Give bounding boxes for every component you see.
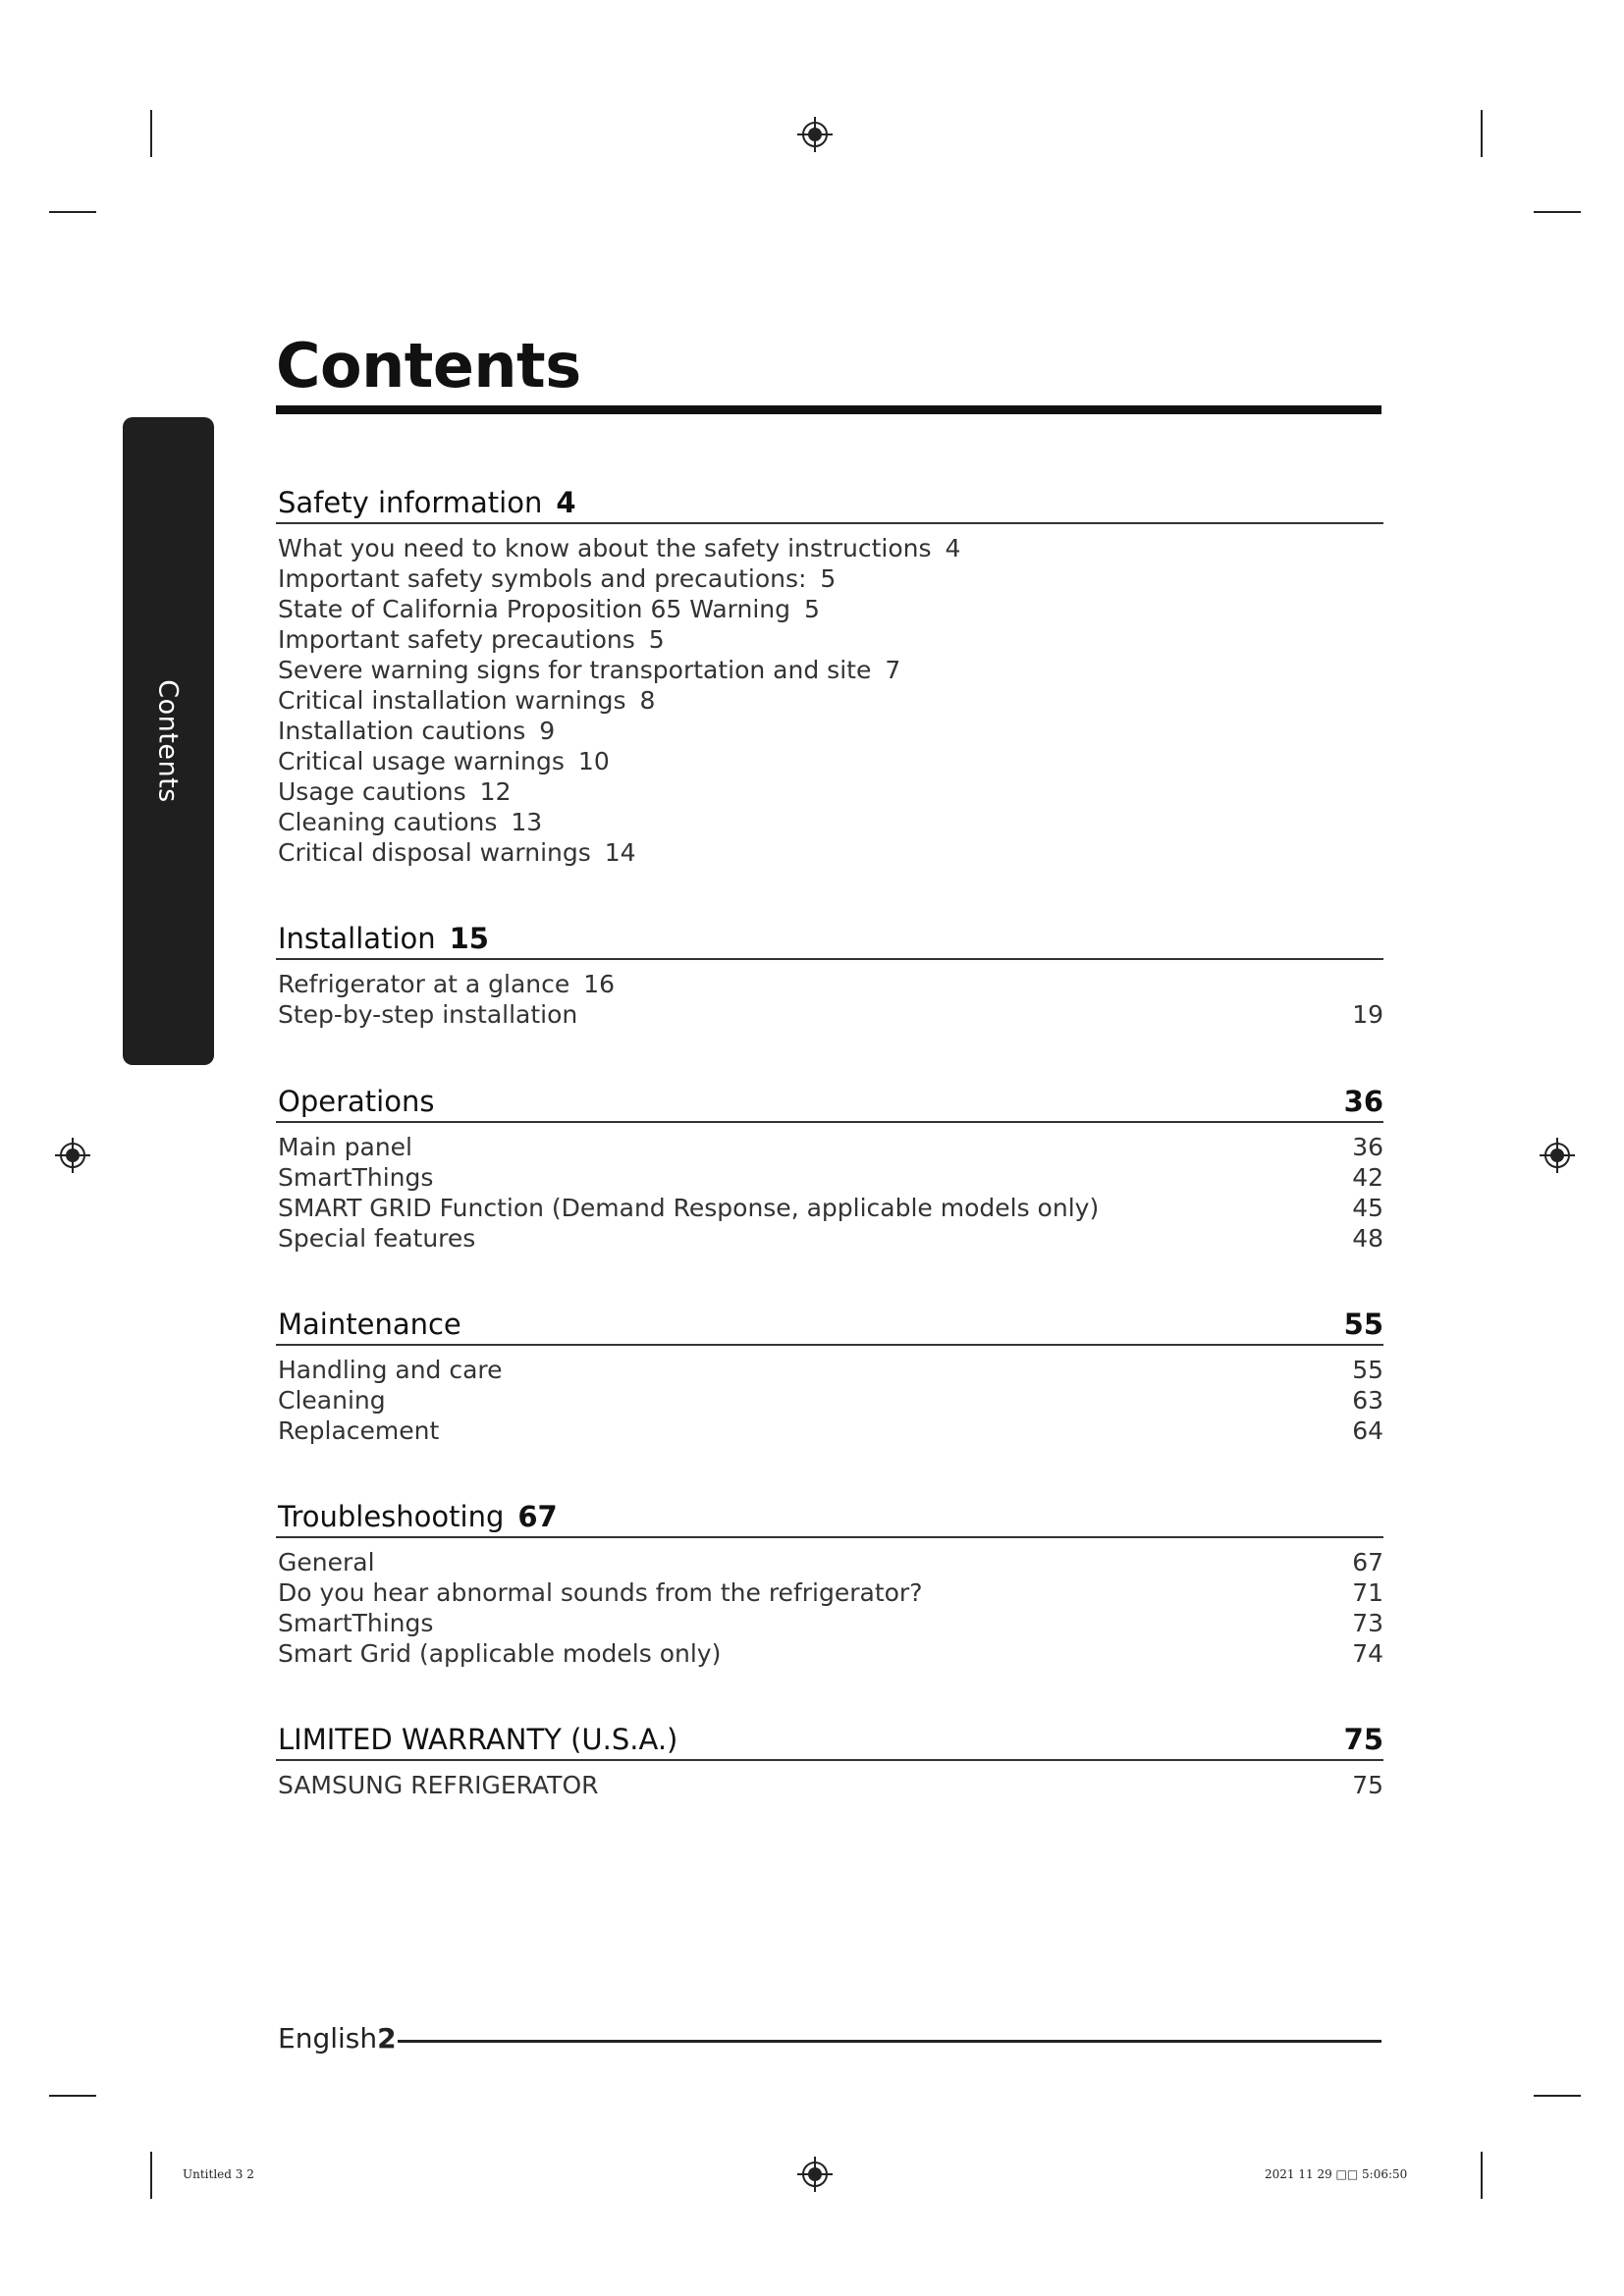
footer-page-number: 2: [377, 2022, 397, 2055]
entry-label: SmartThings: [278, 1609, 434, 1637]
entry-page-number: 5: [648, 625, 665, 654]
toc-entry[interactable]: [276, 595, 1383, 625]
entry-list: [276, 1133, 1383, 1255]
toc-entry[interactable]: [276, 686, 1383, 717]
entry-label: SMART GRID Function (Demand Response, applicable models only): [278, 1194, 1100, 1222]
entry-page-number: 75: [1352, 1771, 1383, 1799]
toc-entry[interactable]: [276, 808, 1383, 838]
toc-entry[interactable]: [276, 534, 1383, 564]
entry-page-number: 64: [1352, 1416, 1383, 1445]
entry-label: Important safety symbols and precautions:: [278, 564, 807, 593]
registration-mark-icon: [795, 2155, 835, 2194]
side-tab-label: Contents: [152, 679, 184, 803]
title-rule: [276, 405, 1381, 414]
toc-entry[interactable]: [276, 1386, 1383, 1416]
toc-entry[interactable]: [276, 1194, 1383, 1224]
entry-label: State of California Proposition 65 Warning: [278, 595, 790, 623]
toc-entry[interactable]: [276, 625, 1383, 656]
toc-section-safety-information: [276, 477, 1383, 869]
toc-entry[interactable]: [276, 1000, 1383, 1031]
toc-entry[interactable]: [276, 1548, 1383, 1578]
entry-page-number: 36: [1352, 1133, 1383, 1161]
entry-page-number: 12: [479, 777, 512, 806]
section-heading-label: LIMITED WARRANTY (U.S.A.): [278, 1723, 678, 1756]
entry-label: SmartThings: [278, 1163, 434, 1192]
section-heading-label: Troubleshooting: [278, 1500, 505, 1533]
toc-entry[interactable]: [276, 970, 1383, 1000]
section-page-number: 4: [556, 486, 576, 519]
entry-label: SAMSUNG REFRIGERATOR: [278, 1771, 599, 1799]
entry-page-number: 42: [1352, 1163, 1383, 1192]
entry-label: Main panel: [278, 1133, 412, 1161]
section-page-number: 55: [1343, 1308, 1383, 1341]
toc-entry[interactable]: [276, 1609, 1383, 1639]
entry-page-number: 14: [604, 838, 636, 867]
entry-page-number: 55: [1352, 1356, 1383, 1384]
entry-page-number: 10: [577, 747, 610, 775]
entry-label: Special features: [278, 1224, 476, 1253]
entry-list: [276, 1356, 1383, 1447]
toc-section-maintenance: [276, 1299, 1383, 1447]
toc-entry[interactable]: [276, 1578, 1383, 1609]
entry-label: Refrigerator at a glance: [278, 970, 570, 998]
entry-label: General: [278, 1548, 375, 1576]
entry-page-number: 5: [820, 564, 837, 593]
print-slug-left: Untitled 3 2: [183, 2167, 254, 2181]
entry-label: Replacement: [278, 1416, 440, 1445]
entry-page-number: 19: [1352, 1000, 1383, 1029]
entry-label: Important safety precautions: [278, 625, 635, 654]
entry-page-number: 74: [1352, 1639, 1383, 1668]
section-heading[interactable]: [276, 477, 1383, 524]
registration-mark-icon: [795, 115, 835, 154]
crop-mark: [49, 2095, 96, 2097]
toc-entry[interactable]: [276, 777, 1383, 808]
entry-page-number: 73: [1352, 1609, 1383, 1637]
entry-page-number: 7: [885, 656, 901, 684]
entry-page-number: 16: [583, 970, 616, 998]
section-heading-label: Installation: [278, 922, 436, 955]
crop-mark: [1481, 2152, 1483, 2199]
section-heading[interactable]: [276, 1299, 1383, 1346]
crop-mark: [49, 211, 96, 213]
crop-mark: [1481, 110, 1483, 157]
entry-label: Critical installation warnings: [278, 686, 626, 715]
section-heading[interactable]: [276, 1076, 1383, 1123]
entry-label: Critical disposal warnings: [278, 838, 591, 867]
entry-page-number: 71: [1352, 1578, 1383, 1607]
toc-entry[interactable]: [276, 1416, 1383, 1447]
entry-label: Usage cautions: [278, 777, 466, 806]
toc-entry[interactable]: [276, 656, 1383, 686]
section-heading-label: Maintenance: [278, 1308, 461, 1341]
entry-label: Smart Grid (applicable models only): [278, 1639, 722, 1668]
toc-entry[interactable]: [276, 564, 1383, 595]
toc-entry[interactable]: [276, 1639, 1383, 1670]
entry-page-number: 67: [1352, 1548, 1383, 1576]
crop-mark: [150, 2152, 152, 2199]
toc-entry[interactable]: [276, 1133, 1383, 1163]
section-page-number: 15: [449, 922, 489, 955]
entry-page-number: 8: [639, 686, 656, 715]
toc-section-troubleshooting: [276, 1491, 1383, 1670]
toc-entry[interactable]: [276, 1356, 1383, 1386]
entry-page-number: 9: [539, 717, 556, 745]
crop-mark: [1534, 211, 1581, 213]
section-heading[interactable]: [276, 1714, 1383, 1761]
entry-page-number: 13: [511, 808, 543, 836]
entry-page-number: 63: [1352, 1386, 1383, 1415]
entry-list: [276, 970, 1383, 1031]
section-heading[interactable]: [276, 913, 1383, 960]
section-heading-label: Safety information: [278, 486, 543, 519]
section-page-number: 36: [1343, 1085, 1383, 1118]
entry-page-number: 4: [945, 534, 961, 562]
toc-entry[interactable]: [276, 1163, 1383, 1194]
toc-section-installation: [276, 913, 1383, 1031]
entry-page-number: 5: [804, 595, 820, 623]
entry-label: Handling and care: [278, 1356, 503, 1384]
entry-label: Severe warning signs for transportation and site: [278, 656, 872, 684]
entry-list: [276, 1548, 1383, 1670]
section-heading-label: Operations: [278, 1085, 435, 1118]
toc-entry[interactable]: [276, 1224, 1383, 1255]
print-slug-right: 2021 11 29 □□ 5:06:50: [1265, 2167, 1408, 2181]
toc-section-limited-warranty: [276, 1714, 1383, 1801]
toc-entry[interactable]: [276, 838, 1383, 869]
section-heading[interactable]: [276, 1491, 1383, 1538]
page-title: Contents: [276, 330, 581, 401]
entry-label: Do you hear abnormal sounds from the refrigerator?: [278, 1578, 923, 1607]
entry-page-number: 45: [1352, 1194, 1383, 1222]
page-footer: [278, 2022, 397, 2055]
toc-section-operations: [276, 1076, 1383, 1255]
entry-list: [276, 1771, 1383, 1801]
entry-label: Cleaning cautions: [278, 808, 498, 836]
toc-entry[interactable]: [276, 747, 1383, 777]
entry-label: Cleaning: [278, 1386, 386, 1415]
entry-label: What you need to know about the safety instructions: [278, 534, 932, 562]
registration-mark-icon: [53, 1136, 92, 1175]
crop-mark: [150, 110, 152, 157]
registration-mark-icon: [1538, 1136, 1577, 1175]
entry-page-number: 48: [1352, 1224, 1383, 1253]
entry-label: Installation cautions: [278, 717, 526, 745]
crop-mark: [1534, 2095, 1581, 2097]
footer-rule: [398, 2040, 1381, 2043]
toc-entry[interactable]: [276, 1771, 1383, 1801]
footer-language: English: [278, 2022, 378, 2055]
entry-label: Critical usage warnings: [278, 747, 565, 775]
toc-entry[interactable]: [276, 717, 1383, 747]
entry-label: Step-by-step installation: [278, 1000, 578, 1029]
section-page-number: 75: [1343, 1723, 1383, 1756]
entry-list: [276, 534, 1383, 869]
section-page-number: 67: [517, 1500, 558, 1533]
